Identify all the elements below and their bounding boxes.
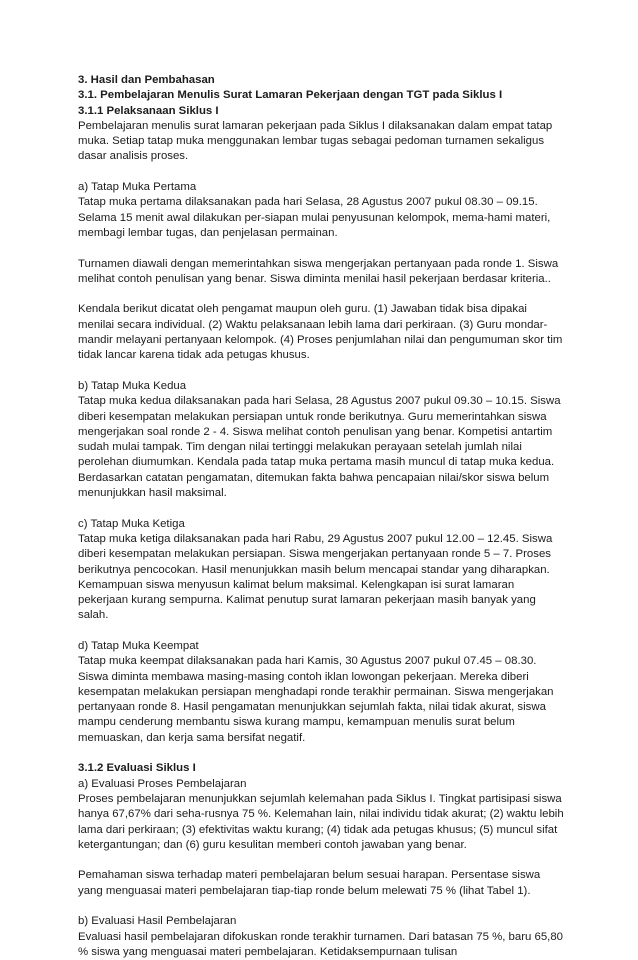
meeting-d-title: d) Tatap Muka Keempat [78,639,199,652]
evaluation-heading: 3.1.2 Evaluasi Siklus I [78,762,196,775]
eval-b-title: b) Evaluasi Hasil Pembelajaran [78,915,237,928]
meeting-b-paragraph-1: Tatap muka kedua dilaksanakan pada hari Selasa, 28 Agustus 2007 pukul 09.30 – 10.15. Siswa diberi kesempatan melakukan persiapan untuk ronde berikutnya. Guru memerintahkan siswa mengerjakan soal ronde 2 - 4. Siswa melihat contoh penulisan yang benar. Kompetisi antartim sudah mulai tampak. Tim dengan nilai tertinggi melakukan perayaan setelah jumlah nilai perolehan diumumkan. Kendala pada tatap muka pertama masih muncul di tatap muka kedua. Berdasarkan catatan pengamatan, ditemukan fakta bahwa pencapaian nilai/skor siswa belum menunjukkan hasil maksimal. [78,395,561,500]
eval-b-paragraph-1: Evaluasi hasil pembelajaran difokuskan ronde terakhir turnamen. Dari batasan 75 %, baru 65,80 % siswa yang menguasai materi pembelajaran. Ketidaksempurnaan tulisan [78,930,564,958]
eval-a-paragraph-1: Proses pembelajaran menunjukkan sejumlah kelemahan pada Siklus I. Tingkat partisipasi siswa hanya 67,67% dari seha-rusnya 75 %. Kelemahan lain, nilai individu tidak akurat; (2) waktu lebih lama dari perkiraan; (3) efektivitas waktu kurang; (4) tidak ada petugas khusus; (5) muncul sifat ketergantungan; dan (6) guru kesulitan memberi contoh jawaban yang benar. [78,792,564,851]
meeting-d-paragraph-1: Tatap muka keempat dilaksanakan pada hari Kamis, 30 Agustus 2007 pukul 07.45 – 08.30. Siswa diminta membawa masing-masing contoh iklan lowongan pekerjaan. Mereka diberi kesempatan melakukan persiapan menghadapi ronde terakhir permainan. Siswa mengerjakan pertanyaan ronde 8. Hasil pengamatan menunjukkan sejumlah fakta, nilai tidak akurat, siswa mampu cenderung membantu siswa kurang mampu, kemampuan menulis surat belum memuaskan, dan kerja sama bersifat negatif. [78,655,554,744]
meeting-c-title: c) Tatap Muka Ketiga [78,517,185,530]
meeting-c-paragraph-1: Tatap muka ketiga dilaksanakan pada hari Rabu, 29 Agustus 2007 pukul 12.00 – 12.45. Siswa diberi kesempatan melakukan persiapan. Siswa mengerjakan pertanyaan ronde 5 – 7. Proses berikutnya pencocokan. Hasil menunjukkan masih belum mencapai standar yang diharapkan. Kemampuan siswa menyusun kalimat belum maksimal. Kelengkapan isi surat lamaran pekerjaan kurang sempurna. Kalimat penutup surat lamaran pekerjaan masih banyak yang salah. [78,532,553,622]
subsubsection-heading: 3.1.1 Pelaksanaan Siklus I [78,104,219,117]
document-page [78,73,564,960]
meeting-a-paragraph-2: Turnamen diawali dengan memerintahkan siswa mengerjakan pertanyaan pada ronde 1. Siswa melihat contoh penulisan yang benar. Siswa diminta menilai hasil pekerjaan berdasar kriteria.. [78,257,559,285]
meeting-b-title: b) Tatap Muka Kedua [78,379,187,392]
meeting-a-title: a) Tatap Muka Pertama [78,181,197,194]
subsection-heading: 3.1. Pembelajaran Menulis Surat Lamaran Pekerjaan dengan TGT pada Siklus I [78,89,503,102]
section-heading: 3. Hasil dan Pembahasan [78,74,215,86]
eval-a-title: a) Evaluasi Proses Pembelajaran [78,777,247,790]
intro-paragraph: Pembelajaran menulis surat lamaran pekerjaan pada Siklus I dilaksanakan dalam empat tatap muka. Setiap tatap muka menggunakan lembar tugas sebagai pedoman turnamen sekaligus dasar analisis proses. [78,119,553,163]
eval-a-paragraph-2: Pemahaman siswa terhadap materi pembelajaran belum sesuai harapan. Persentase siswa yang menguasai materi pembelajaran tiap-tiap ronde belum melewati 75 % (lihat Tabel 1). [78,869,541,897]
meeting-a-paragraph-3: Kendala berikut dicatat oleh pengamat maupun oleh guru. (1) Jawaban tidak bisa dipakai menilai secara individual. (2) Waktu pelaksanaan lebih lama dari perkiraan. (3) Guru mondar-mandir melayani pertanyaan kelompok. (4) Proses penjumlahan nilai dan pengumuman skor tim tidak lancar karena tidak ada petugas khusus. [78,303,563,362]
meeting-a-paragraph-1: Tatap muka pertama dilaksanakan pada hari Selasa, 28 Agustus 2007 pukul 08.30 – 09.15. Selama 15 menit awal dilakukan per-siapan mulai penyusunan kelompok, mema-hami materi, membagi lembar tugas, dan penjelasan permainan. [78,196,551,239]
